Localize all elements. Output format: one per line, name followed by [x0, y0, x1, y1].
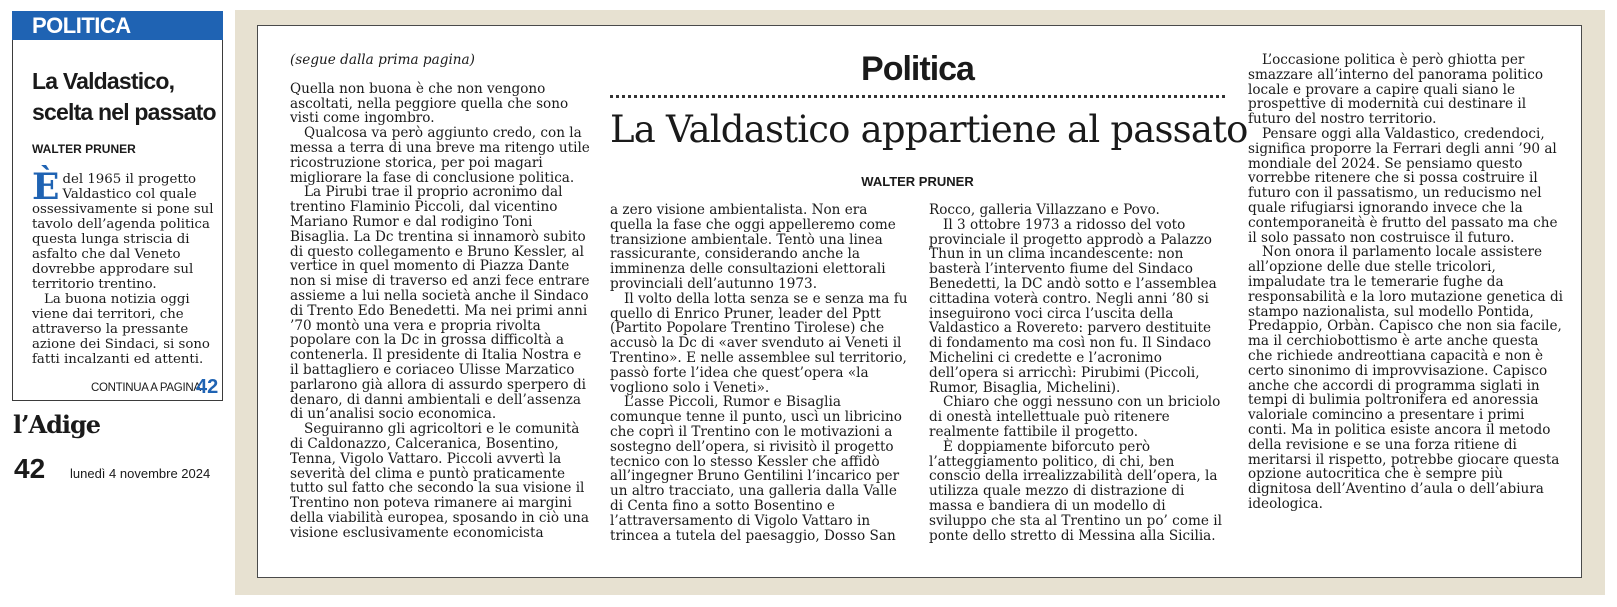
paragraph: Rocco, galleria Villazzano e Povo. [929, 202, 1160, 218]
paragraph: L’occasione politica è però ghiotta per smazzare all’interno del panorama politico locale e provare a capire quali siano le prospettive di modernità cui destinare il futuro del nostro territorio. [1248, 52, 1544, 128]
paragraph: È doppiamente biforcuto però l’atteggiamento politico, di chi, ben conscio della irrealizzabilità dell’opera, la utilizza quale mezzo di distrazione di massa e bandiera di un modello di sviluppo che sta al Trentino un po’ come il ponte dello stretto di Messina alla Sicilia. [929, 438, 1222, 544]
article-section-title: Politica [861, 50, 974, 88]
drop-cap: È [32, 166, 60, 208]
paragraph: Non onora il parlamento locale assistere all’opzione delle due stelle tricolori, impaludate tra le temerarie fughe da responsabilità e la loro mutazione genetica di stampo nazionalista, sul modello Pontida, Predappio, Orbàn. Capisco che non sia facile, ma il cerchiobottismo è arte anche questa che richiede andreottiana capacità e non è certo sinonimo di improvvisazione. Capisco anche che accordi di programma siglati in tempi di bulimia poltronifera ed anoressia valoriale comincino a presentare i primi conti. Ma in politica esiste ancora il metodo della revisione e se una forza ritiene di meritarsi il rispetto, potrebbe giocare questa opzione autocritica che è sempre più dignitosa dell’Aventino d’aula o dell’abiura ideologica. [1248, 244, 1564, 512]
article-headline: La Valdastico appartiene al passato [610, 108, 1248, 151]
teaser-author: WALTER PRUNER [32, 142, 136, 156]
paragraph: Chiaro che oggi nessuno con un briciolo di onestà intellettuale può ritenere realmente fattibile il progetto. [929, 394, 1221, 440]
masthead-logo: l’Adige [13, 410, 101, 439]
paragraph: a zero visione ambientalista. Non era quella la fase che oggi appelleremo come transizione ambientale. Tentò una linea rassicurante, considerando anche la imminenza delle consultazioni elettorali provinciali dell’autunno 1973. [610, 202, 896, 292]
page-number: 42 [14, 453, 46, 484]
teaser-paragraph-1: Èdel 1965 il progetto Valdastico col quale ossessivamente si pone sul tavolo dell’agenda politica questa lunga striscia di asfalto che dal Veneto dovrebbe approdare sul territorio trentino. [32, 166, 214, 292]
article-byline: WALTER PRUNER [861, 174, 974, 189]
paragraph: Il 3 ottobre 1973 a ridosso del voto provinciale il progetto approdò a Palazzo Thun in un clima incandescente: non basterà l’intervento fiume del Sindaco Benedetti, la DC andò sotto e l’assemblea cittadina voterà contro. Negli anni ’80 si inseguirono voci circa l’uscita della Valdastico a Rovereto: parvero destituite di fondamento ma così non fu. Il Sindaco Michelini ci credette e l’acronimo dell’opera si arricchì: Pirubimi (Piccoli, Rumor, Bisaglia, Michelini). [929, 216, 1217, 396]
continua-link[interactable]: CONTINUA A PAGINA [91, 382, 201, 394]
segue-note: (segue dalla prima pagina) [290, 52, 475, 68]
continua-page-number[interactable]: 42 [196, 376, 219, 398]
teaser-section-tag: POLITICA [12, 11, 223, 40]
page-date: lunedì 4 novembre 2024 [70, 466, 211, 481]
dotted-divider [610, 95, 1225, 98]
teaser-text [32, 166, 222, 367]
paragraph: La Pirubi trae il proprio acronimo dal trentino Flaminio Piccoli, dal vicentino Mariano Rumor e dal rodigino Toni Bisaglia. La Dc trentina si innamorò subito di questo collegamento e Bruno Kessler, al vertice in quel momento di Piazza Dante non si mise di traverso ed anzi fece entrare assieme a lui nella società anche il Sindaco di Trento Edo Benedetti. Ma nei primi anni ’70 montò una vera e propria rivolta popolare con la Dc in grossa difficoltà a contenerla. Il presidente di Italia Nostra e il battagliero e coriaceo Ulisse Marzatico parlarono già allora di assurdo sperpero di denaro, di danni ambientali e dell’assenza di un’analisi socio economica. [290, 184, 590, 423]
article-column-4 [1248, 53, 1566, 512]
article-column-2 [610, 203, 910, 543]
paragraph: Il volto della lotta senza se e senza ma fu quello di Enrico Pruner, leader del Pptt (Partito Popolare Trentino Tirolese) che accusò la Dc di «aver svenduto ai Veneti il Trentino». E nelle assemblee sul territorio, passò forte l’idea che quest’opera «la vogliono solo i Veneti». [610, 290, 908, 396]
paragraph: Qualcosa va però aggiunto credo, con la messa a terra di una breve ma ritengo utile ricostruzione storica, per poi magari migliorare la fase di conclusione politica. [290, 125, 590, 186]
article-column-3 [929, 203, 1225, 543]
paragraph: Seguiranno gli agricoltori e le comunità di Caldonazzo, Calceranica, Bosentino, Tenna, Vigolo Vattaro. Piccoli avvertì la severità del clima e puntò praticamente tutto sul fatto che secondo la sua visione il Trentino non poteva rimanere ai margini della viabilità europea, sposando in ciò una visione esclusivamente economicista [290, 421, 590, 541]
paragraph: Quella non buona è che non vengono ascoltati, nella peggiore quella che sono visti come ingombro. [290, 80, 569, 127]
article-column-1 [290, 53, 590, 541]
teaser-paragraph-2: La buona notizia oggi viene dai territori, che attraverso la pressante azione dei Sindaci, si sono fatti incalzanti ed attenti. [32, 292, 210, 367]
paragraph: L’asse Piccoli, Rumor e Bisaglia comunque tenne il punto, uscì un libricino che coprì il Trentino con le motivazioni a sostegno dell’opera, si rivisitò il progetto tecnico con lo stesso Kessler che affidò all’ingegner Bruno Gentilini l’incarico per un altro tracciato, una galleria dalla Valle di Centa fino a sotto Bosentino e l’attraversamento di Vigolo Vattaro in trincea a tutela del paesaggio, Dosso San [610, 394, 902, 544]
teaser-title: La Valdastico, scelta nel passato [32, 68, 216, 125]
paragraph: Pensare oggi alla Valdastico, credendoci, significa proporre la Ferrari degli anni ’90 al mondiale del 2024. Se pensiamo questo vorrebbe ritenere che si possa costruire il futuro con il passatismo, un reducismo nel quale rifugiarsi ignorando invece che la contemporaneità è frutto del passato ma che il solo passato non costruisce il futuro. [1248, 125, 1558, 246]
